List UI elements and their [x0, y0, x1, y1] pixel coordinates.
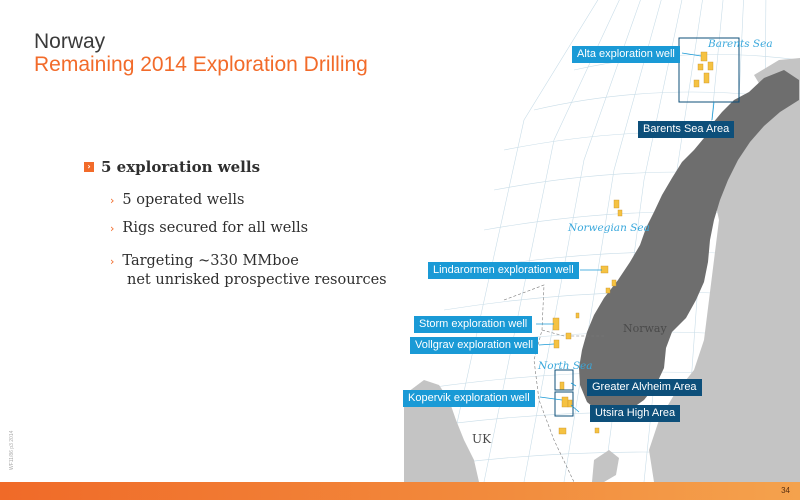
footer-bar — [0, 482, 800, 500]
arrow-right-icon: › — [110, 255, 115, 268]
bullet-sub-text: Targeting ~330 MMboe — [122, 253, 299, 269]
bullet-main — [84, 158, 260, 176]
callout-vollgrav-well: Vollgrav exploration well — [410, 337, 538, 354]
callout-utsira-area: Utsira High Area — [590, 405, 680, 422]
callout-storm-well: Storm exploration well — [414, 316, 532, 333]
callout-lindarormen-well: Lindarormen exploration well — [428, 262, 579, 279]
country-label-uk: UK — [472, 432, 492, 446]
page-number: 34 — [781, 486, 790, 495]
denmark-land — [592, 450, 619, 482]
bullet-sub-text: 5 operated wells — [122, 192, 245, 208]
bullet-sub-item — [110, 253, 387, 288]
sea-label-north: North Sea — [538, 360, 593, 372]
bullet-list — [84, 158, 387, 288]
callout-alta-well: Alta exploration well — [572, 46, 680, 63]
document-code: WF11/86 p3 2014 — [9, 430, 15, 470]
arrow-right-icon: › — [110, 222, 115, 235]
bullet-sub-item — [110, 192, 244, 208]
callout-barents-area: Barents Sea Area — [638, 121, 734, 138]
slide-subtitle: Remaining 2014 Exploration Drilling — [34, 53, 368, 76]
arrow-right-icon: › — [110, 194, 115, 207]
callout-greater-alvheim-area: Greater Alvheim Area — [587, 379, 702, 396]
bullet-sub-item — [110, 220, 308, 236]
country-label-norway: Norway — [623, 322, 667, 335]
sea-label-norwegian: Norwegian Sea — [568, 222, 650, 234]
callout-kopervik-well: Kopervik exploration well — [403, 390, 535, 407]
bullet-sub-text: Rigs secured for all wells — [122, 220, 309, 236]
bullet-sub-text-line2: net unrisked prospective resources — [127, 272, 387, 288]
slide-title: Norway — [34, 30, 106, 53]
sea-label-barents: Barents Sea — [708, 38, 773, 50]
bullet-main-text: 5 exploration wells — [101, 158, 261, 176]
chevron-right-icon: › — [84, 162, 94, 172]
